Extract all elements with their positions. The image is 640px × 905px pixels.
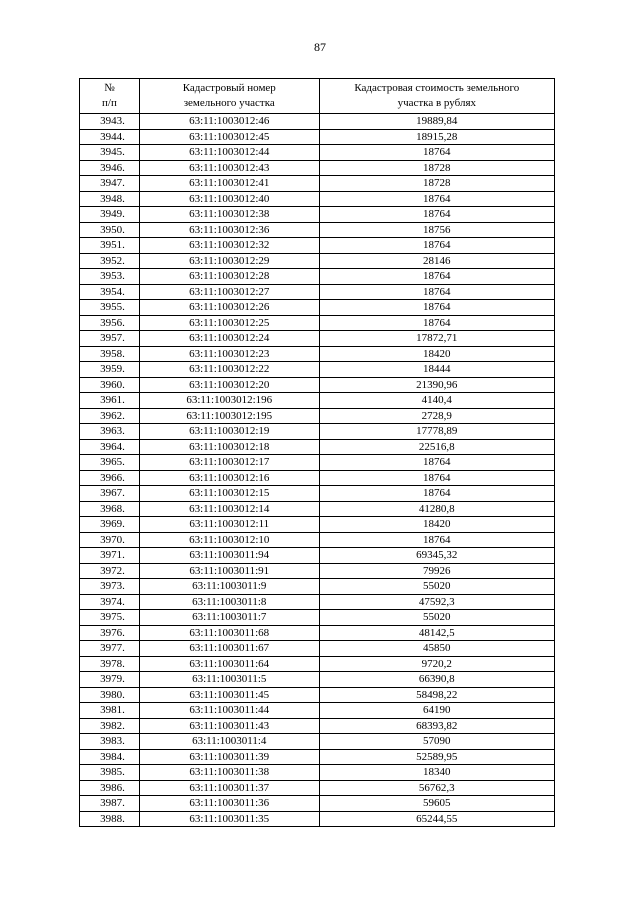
table-row (80, 269, 555, 285)
cadastral-number: 63:11:1003012:14 (139, 501, 319, 517)
cadastral-value: 18915,28 (319, 129, 554, 145)
cadastral-number: 63:11:1003012:10 (139, 532, 319, 548)
table-row (80, 377, 555, 393)
row-number: 3969. (80, 517, 140, 533)
cadastral-number: 63:11:1003012:20 (139, 377, 319, 393)
row-number: 3949. (80, 207, 140, 223)
row-number: 3974. (80, 594, 140, 610)
table-row (80, 548, 555, 564)
cadastral-value: 68393,82 (319, 718, 554, 734)
row-number: 3982. (80, 718, 140, 734)
table-row (80, 594, 555, 610)
row-number: 3976. (80, 625, 140, 641)
row-number: 3963. (80, 424, 140, 440)
cadastral-number: 63:11:1003011:64 (139, 656, 319, 672)
header-number (80, 79, 140, 114)
cadastral-number: 63:11:1003012:46 (139, 114, 319, 130)
cadastral-number: 63:11:1003012:29 (139, 253, 319, 269)
row-number: 3988. (80, 811, 140, 827)
table-row (80, 439, 555, 455)
table-row (80, 176, 555, 192)
cadastral-number: 63:11:1003011:36 (139, 796, 319, 812)
table-row (80, 734, 555, 750)
table-row (80, 284, 555, 300)
cadastral-number: 63:11:1003012:38 (139, 207, 319, 223)
table-row (80, 455, 555, 471)
header-value-line2: участка в рублях (397, 97, 477, 109)
cadastral-value: 18444 (319, 362, 554, 378)
row-number: 3950. (80, 222, 140, 238)
table-row (80, 563, 555, 579)
cadastral-value: 45850 (319, 641, 554, 657)
cadastral-number: 63:11:1003011:35 (139, 811, 319, 827)
row-number: 3968. (80, 501, 140, 517)
cadastral-value: 18340 (319, 765, 554, 781)
table-row (80, 749, 555, 765)
row-number: 3944. (80, 129, 140, 145)
page-number: 87 (314, 40, 326, 54)
table-row (80, 641, 555, 657)
row-number: 3981. (80, 703, 140, 719)
cadastral-value: 18764 (319, 145, 554, 161)
row-number: 3951. (80, 238, 140, 254)
cadastral-number: 63:11:1003012:32 (139, 238, 319, 254)
row-number: 3943. (80, 114, 140, 130)
cadastral-number: 63:11:1003012:11 (139, 517, 319, 533)
header-cadastral-line2: земельного участка (183, 97, 275, 109)
cadastral-value: 41280,8 (319, 501, 554, 517)
cadastral-value: 56762,3 (319, 780, 554, 796)
table-row (80, 393, 555, 409)
cadastral-value: 47592,3 (319, 594, 554, 610)
table-row (80, 470, 555, 486)
row-number: 3973. (80, 579, 140, 595)
row-number: 3984. (80, 749, 140, 765)
cadastral-value: 18764 (319, 238, 554, 254)
table-row (80, 160, 555, 176)
table-row (80, 532, 555, 548)
row-number: 3952. (80, 253, 140, 269)
cadastral-value: 21390,96 (319, 377, 554, 393)
header-cadastral-number (139, 79, 319, 114)
cadastral-value: 19889,84 (319, 114, 554, 130)
cadastral-number: 63:11:1003012:28 (139, 269, 319, 285)
cadastral-number: 63:11:1003011:44 (139, 703, 319, 719)
cadastral-number: 63:11:1003012:19 (139, 424, 319, 440)
row-number: 3978. (80, 656, 140, 672)
header-cadastral-line1: Кадастровый номер (182, 82, 276, 94)
cadastral-value: 18764 (319, 207, 554, 223)
cadastral-value: 18764 (319, 284, 554, 300)
cadastral-value: 66390,8 (319, 672, 554, 688)
cadastral-value: 18764 (319, 455, 554, 471)
cadastral-number: 63:11:1003012:26 (139, 300, 319, 316)
cadastral-number: 63:11:1003012:40 (139, 191, 319, 207)
header-value-line1: Кадастровая стоимость земельного (354, 82, 520, 94)
table-row (80, 687, 555, 703)
cadastral-number: 63:11:1003011:38 (139, 765, 319, 781)
cadastral-number: 63:11:1003011:4 (139, 734, 319, 750)
row-number: 3970. (80, 532, 140, 548)
cadastral-number: 63:11:1003012:24 (139, 331, 319, 347)
row-number: 3985. (80, 765, 140, 781)
table-row (80, 238, 555, 254)
cadastral-value: 18728 (319, 176, 554, 192)
row-number: 3979. (80, 672, 140, 688)
cadastral-value: 58498,22 (319, 687, 554, 703)
row-number: 3961. (80, 393, 140, 409)
cadastral-number: 63:11:1003011:68 (139, 625, 319, 641)
table-row (80, 315, 555, 331)
cadastral-value: 9720,2 (319, 656, 554, 672)
cadastral-number: 63:11:1003012:196 (139, 393, 319, 409)
row-number: 3948. (80, 191, 140, 207)
cadastral-value: 18764 (319, 269, 554, 285)
row-number: 3987. (80, 796, 140, 812)
cadastral-number: 63:11:1003012:17 (139, 455, 319, 471)
cadastral-value: 17872,71 (319, 331, 554, 347)
cadastral-number: 63:11:1003012:43 (139, 160, 319, 176)
table-row (80, 672, 555, 688)
cadastral-value: 18420 (319, 346, 554, 362)
table-row (80, 331, 555, 347)
cadastral-number: 63:11:1003012:15 (139, 486, 319, 502)
row-number: 3975. (80, 610, 140, 626)
cadastral-value: 18764 (319, 315, 554, 331)
row-number: 3977. (80, 641, 140, 657)
cadastral-number: 63:11:1003012:41 (139, 176, 319, 192)
cadastral-number: 63:11:1003011:94 (139, 548, 319, 564)
row-number: 3954. (80, 284, 140, 300)
header-row (80, 79, 555, 114)
cadastral-value: 57090 (319, 734, 554, 750)
row-number: 3958. (80, 346, 140, 362)
cadastral-value: 4140,4 (319, 393, 554, 409)
table-row (80, 579, 555, 595)
cadastral-value: 17778,89 (319, 424, 554, 440)
table-row (80, 424, 555, 440)
cadastral-value: 28146 (319, 253, 554, 269)
cadastral-number: 63:11:1003012:27 (139, 284, 319, 300)
row-number: 3971. (80, 548, 140, 564)
cadastral-value: 52589,95 (319, 749, 554, 765)
table-row (80, 300, 555, 316)
cadastral-value: 69345,32 (319, 548, 554, 564)
table-row (80, 207, 555, 223)
row-number: 3965. (80, 455, 140, 471)
row-number: 3986. (80, 780, 140, 796)
cadastral-value: 22516,8 (319, 439, 554, 455)
cadastral-number: 63:11:1003011:5 (139, 672, 319, 688)
cadastral-number: 63:11:1003012:195 (139, 408, 319, 424)
row-number: 3946. (80, 160, 140, 176)
row-number: 3953. (80, 269, 140, 285)
cadastral-value: 18764 (319, 486, 554, 502)
table-body (80, 114, 555, 827)
cadastral-value: 65244,55 (319, 811, 554, 827)
table-row (80, 253, 555, 269)
cadastral-number: 63:11:1003011:43 (139, 718, 319, 734)
cadastral-number: 63:11:1003011:39 (139, 749, 319, 765)
row-number: 3964. (80, 439, 140, 455)
cadastral-value: 64190 (319, 703, 554, 719)
cadastral-number: 63:11:1003012:45 (139, 129, 319, 145)
table-row (80, 486, 555, 502)
table-row (80, 222, 555, 238)
table-row (80, 129, 555, 145)
cadastral-number: 63:11:1003011:91 (139, 563, 319, 579)
cadastral-value: 48142,5 (319, 625, 554, 641)
cadastral-value: 18728 (319, 160, 554, 176)
cadastral-number: 63:11:1003012:36 (139, 222, 319, 238)
table-row (80, 610, 555, 626)
cadastral-value: 18756 (319, 222, 554, 238)
cadastral-table (79, 78, 555, 827)
cadastral-number: 63:11:1003012:25 (139, 315, 319, 331)
table-row (80, 811, 555, 827)
table-header (80, 79, 555, 114)
row-number: 3983. (80, 734, 140, 750)
table-row (80, 656, 555, 672)
table-row (80, 408, 555, 424)
table-row (80, 517, 555, 533)
cadastral-value: 18420 (319, 517, 554, 533)
table-row (80, 625, 555, 641)
table-row (80, 501, 555, 517)
row-number: 3960. (80, 377, 140, 393)
cadastral-value: 18764 (319, 191, 554, 207)
cadastral-number: 63:11:1003011:7 (139, 610, 319, 626)
row-number: 3980. (80, 687, 140, 703)
cadastral-value: 79926 (319, 563, 554, 579)
header-number-line1: № (104, 82, 115, 94)
cadastral-number: 63:11:1003011:37 (139, 780, 319, 796)
cadastral-value: 55020 (319, 579, 554, 595)
row-number: 3956. (80, 315, 140, 331)
cadastral-number: 63:11:1003011:9 (139, 579, 319, 595)
table-row (80, 362, 555, 378)
table-row (80, 703, 555, 719)
table-row (80, 114, 555, 130)
header-cadastral-value (319, 79, 554, 114)
cadastral-value: 59605 (319, 796, 554, 812)
row-number: 3967. (80, 486, 140, 502)
cadastral-number: 63:11:1003011:8 (139, 594, 319, 610)
cadastral-number: 63:11:1003012:44 (139, 145, 319, 161)
table-row (80, 796, 555, 812)
row-number: 3955. (80, 300, 140, 316)
row-number: 3945. (80, 145, 140, 161)
cadastral-value: 18764 (319, 300, 554, 316)
cadastral-number: 63:11:1003012:16 (139, 470, 319, 486)
cadastral-number: 63:11:1003011:67 (139, 641, 319, 657)
cadastral-value: 55020 (319, 610, 554, 626)
table-row (80, 780, 555, 796)
cadastral-number: 63:11:1003012:23 (139, 346, 319, 362)
cadastral-value: 2728,9 (319, 408, 554, 424)
cadastral-number: 63:11:1003012:18 (139, 439, 319, 455)
table-row (80, 718, 555, 734)
table-row (80, 765, 555, 781)
table-row (80, 145, 555, 161)
cadastral-number: 63:11:1003012:22 (139, 362, 319, 378)
row-number: 3962. (80, 408, 140, 424)
header-number-line2: п/п (102, 97, 117, 109)
row-number: 3947. (80, 176, 140, 192)
cadastral-value: 18764 (319, 470, 554, 486)
row-number: 3966. (80, 470, 140, 486)
row-number: 3957. (80, 331, 140, 347)
table-row (80, 191, 555, 207)
cadastral-number: 63:11:1003011:45 (139, 687, 319, 703)
cadastral-value: 18764 (319, 532, 554, 548)
table-row (80, 346, 555, 362)
row-number: 3959. (80, 362, 140, 378)
row-number: 3972. (80, 563, 140, 579)
